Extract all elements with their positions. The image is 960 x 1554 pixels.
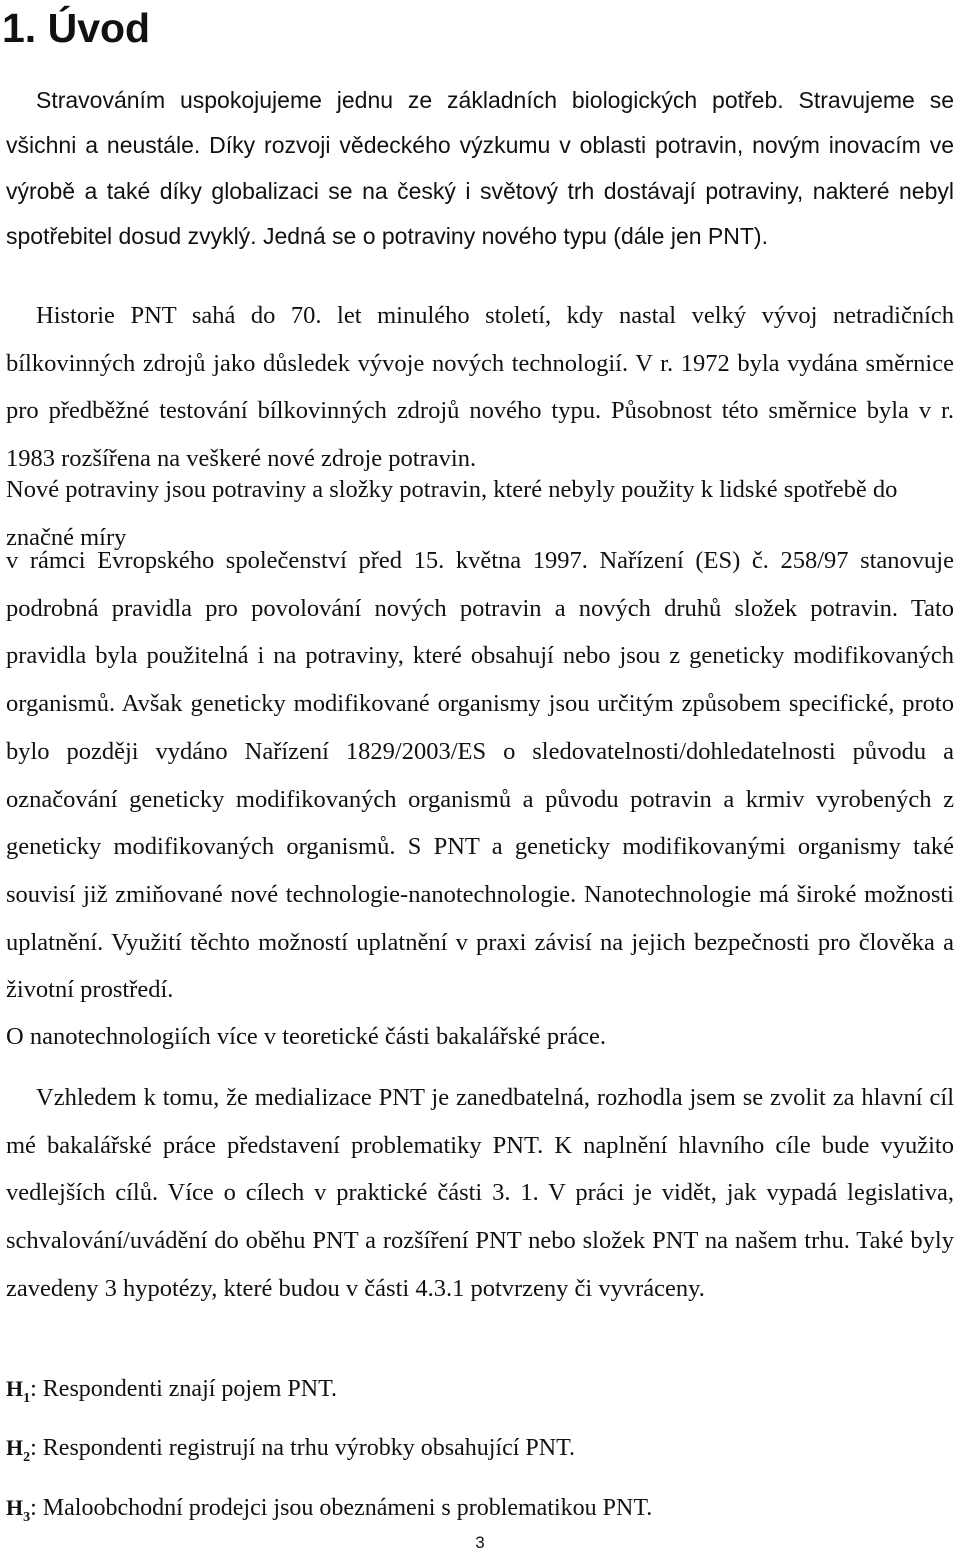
hypothesis-label: H [6,1495,24,1520]
goals-paragraph: Vzhledem k tomu, že medializace PNT je zanedbatelná, rozhodla jsem se zvolit za hlavní cíl mé bakalářské práce představení problematiky PNT. K naplnění hlavního cíle bude využito vedlejších cílů. Více o cílech v praktické části 3. 1. V práci je vidět, jak vypadá legislativa, schvalování/uvádění do oběhu PNT a rozšíření PNT nebo složek PNT na našem trhu. Také byly zavedeny 3 hypotézy, které budou v části 4.3.1 potvrzeny či vyvráceny. [6,1084,954,1302]
hypothesis-label: H [6,1435,24,1460]
history-paragraph: Historie PNT sahá do 70. let minulého století, kdy nastal velký vývoj netradičních bílkovinných zdrojů jako důsledek vývoje nových technologií. V r. 1972 byla vydána směrnice pro předběžné testování bílkovinných zdrojů nového typu. Působnost této směrnice byla v r. 1983 rozšířena na veškeré nové zdroje potravin. [6,302,954,473]
hypothesis-subscript: 1 [23,1390,31,1406]
hypothesis-3 [6,1493,652,1533]
hypothesis-subscript: 2 [23,1449,31,1465]
hypothesis-1 [6,1374,337,1414]
hypothesis-label: H [6,1376,24,1401]
legislation-paragraph: v rámci Evropského společenství před 15. května 1997. Nařízení (ES) č. 258/97 stanovuje podrobná pravidla pro povolování nových potravin a nových druhů složek potravin. Tato pravidla byla použitelná i na potraviny, které obsahují nebo jsou z geneticky modifikovaných organismů. Avšak geneticky modifikované organismy jsou určitým způsobem specifické, proto bylo později vydáno Nařízení 1829/2003/ES o sledovatelnosti/dohledatelnosti původu a označování geneticky modifikovaných organismů a původu potravin a krmiv vyrobených z geneticky modifikovaných organismů. S PNT a geneticky modifikovanými organismy také souvisí již zmiňované nové technologie-nanotechnologie. Nanotechnologie má široké možnosti uplatnění. Využití těchto možností uplatnění v praxi závisí na jejich bezpečnosti pro člověka a životní prostředí. [6,547,954,1004]
hypothesis-text: : Respondenti registrují na trhu výrobky obsahující PNT. [30,1435,575,1461]
hypothesis-2 [6,1433,575,1473]
nanotech-paragraph: O nanotechnologiích více v teoretické části bakalářské práce. [6,1023,606,1050]
definition-paragraph: Nové potraviny jsou potraviny a složky potravin, které nebyly použity k lidské spotřebě do značné míry [6,476,898,551]
intro-paragraph: Stravováním uspokojujeme jednu ze základních biologických potřeb. Stravujeme se všichni a neustále. Díky rozvoji vědeckého výzkumu v oblasti potravin, novým inovacím ve výrobě a také díky globalizaci se na český i světový trh dostávají potraviny, nakteré nebyl spotřebitel dosud zvyklý. Jedná se o potraviny nového typu (dále jen PNT). [6,87,954,249]
hypothesis-text: : Respondenti znají pojem PNT. [30,1376,337,1402]
section-heading: 1. Úvod [2,5,151,51]
hypothesis-text: : Maloobchodní prodejci jsou obeznámeni s problematikou PNT. [30,1495,653,1521]
page-number: 3 [475,1533,485,1552]
hypothesis-subscript: 3 [23,1509,31,1525]
